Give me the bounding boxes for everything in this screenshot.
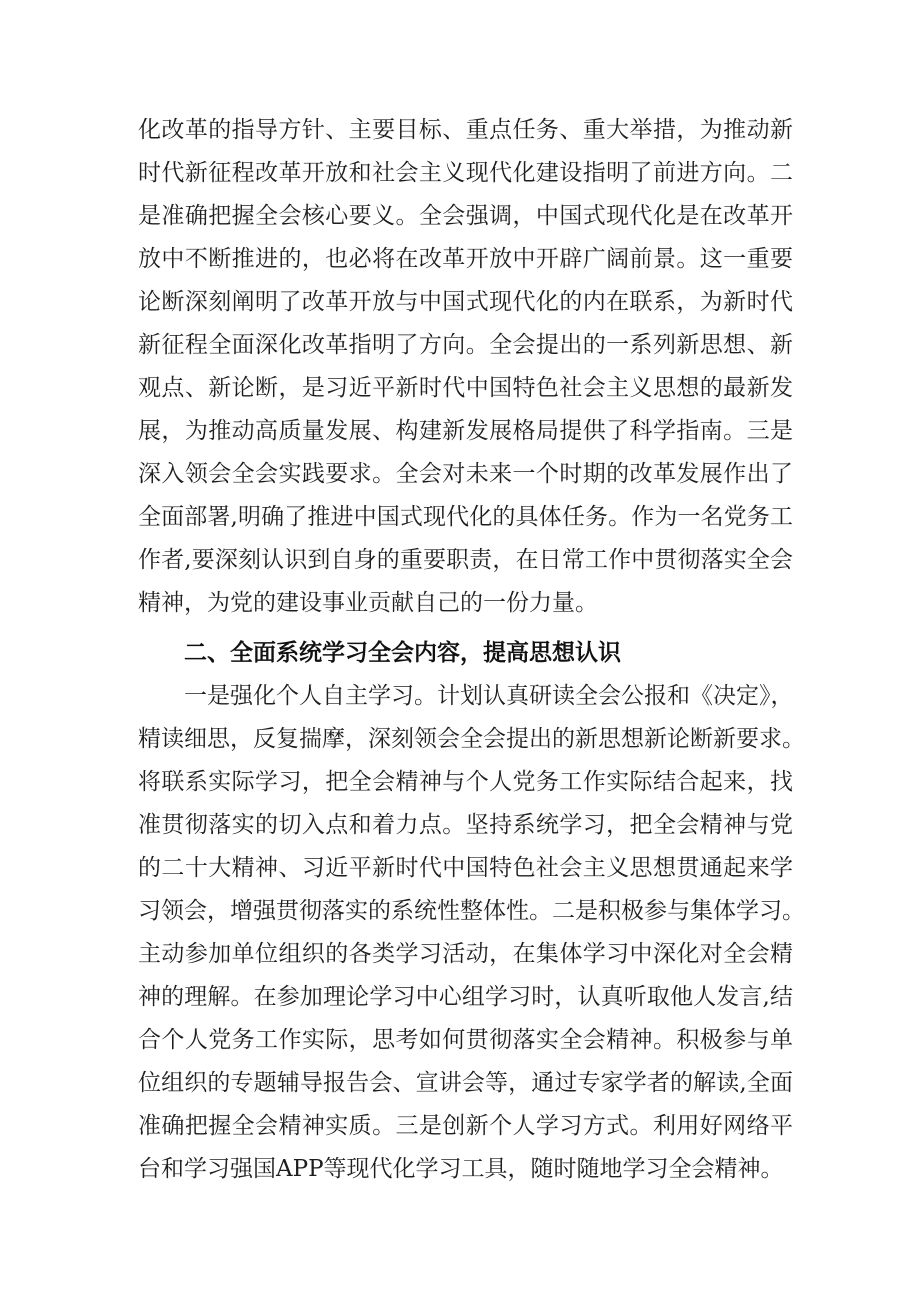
paragraph-line: 放中不断推进的，也必将在改革开放中开辟广阔前景。这一重要	[138, 246, 793, 272]
paragraph-line: 作者,要深刻认识到自身的重要职责，在日常工作中贯彻落实全会	[138, 547, 793, 573]
paragraph-line: 一是强化个人自主学习。计划认真研读全会公报和《决定》，	[184, 683, 794, 709]
paragraph-line: 合个人党务工作实际，思考如何贯彻落实全会精神。积极参与单	[138, 1027, 793, 1053]
paragraph-line: 台和学习强国APP等现代化学习工具，随时随地学习全会精神。	[138, 1156, 784, 1182]
section-heading: 二、全面系统学习全会内容，提高思想认识	[184, 640, 621, 666]
paragraph-line: 展，为推动高质量发展、构建新发展格局提供了科学指南。三是	[138, 418, 793, 444]
paragraph-line: 深入领会全会实践要求。全会对未来一个时期的改革发展作出了	[138, 461, 793, 487]
paragraph-line: 将联系实际学习，把全会精神与个人党务工作实际结合起来，找	[138, 769, 793, 795]
paragraph-line: 准贯彻落实的切入点和着力点。坚持系统学习，把全会精神与党	[138, 812, 793, 838]
paragraph-line: 神的理解。在参加理论学习中心组学习时，认真听取他人发言,结	[138, 984, 793, 1010]
paragraph-line: 论断深刻阐明了改革开放与中国式现代化的内在联系，为新时代	[138, 289, 793, 315]
paragraph-line: 主动参加单位组织的各类学习活动，在集体学习中深化对全会精	[138, 941, 793, 967]
paragraph-line: 习领会，增强贯彻落实的系统性整体性。二是积极参与集体学习。	[138, 898, 805, 924]
paragraph-line: 新征程全面深化改革指明了方向。全会提出的一系列新思想、新	[138, 332, 793, 358]
paragraph-line: 精读细思，反复揣摩，深刻领会全会提出的新思想新论断新要求。	[138, 726, 805, 752]
paragraph-line: 精神，为党的建设事业贡献自己的一份力量。	[138, 590, 598, 616]
paragraph-line: 观点、新论断，是习近平新时代中国特色社会主义思想的最新发	[138, 375, 793, 401]
paragraph-line: 的二十大精神、习近平新时代中国特色社会主义思想贯通起来学	[138, 855, 793, 881]
paragraph-line: 时代新征程改革开放和社会主义现代化建设指明了前进方向。二	[138, 160, 793, 186]
paragraph-line: 化改革的指导方针、主要目标、重点任务、重大举措，为推动新	[138, 117, 793, 143]
paragraph-line: 位组织的专题辅导报告会、宣讲会等，通过专家学者的解读,全面	[138, 1070, 793, 1096]
paragraph-line: 是准确把握全会核心要义。全会强调，中国式现代化是在改革开	[138, 203, 793, 229]
paragraph-line: 全面部署,明确了推进中国式现代化的具体任务。作为一名党务工	[138, 504, 793, 530]
paragraph-line: 准确把握全会精神实质。三是创新个人学习方式。利用好网络平	[138, 1113, 793, 1139]
